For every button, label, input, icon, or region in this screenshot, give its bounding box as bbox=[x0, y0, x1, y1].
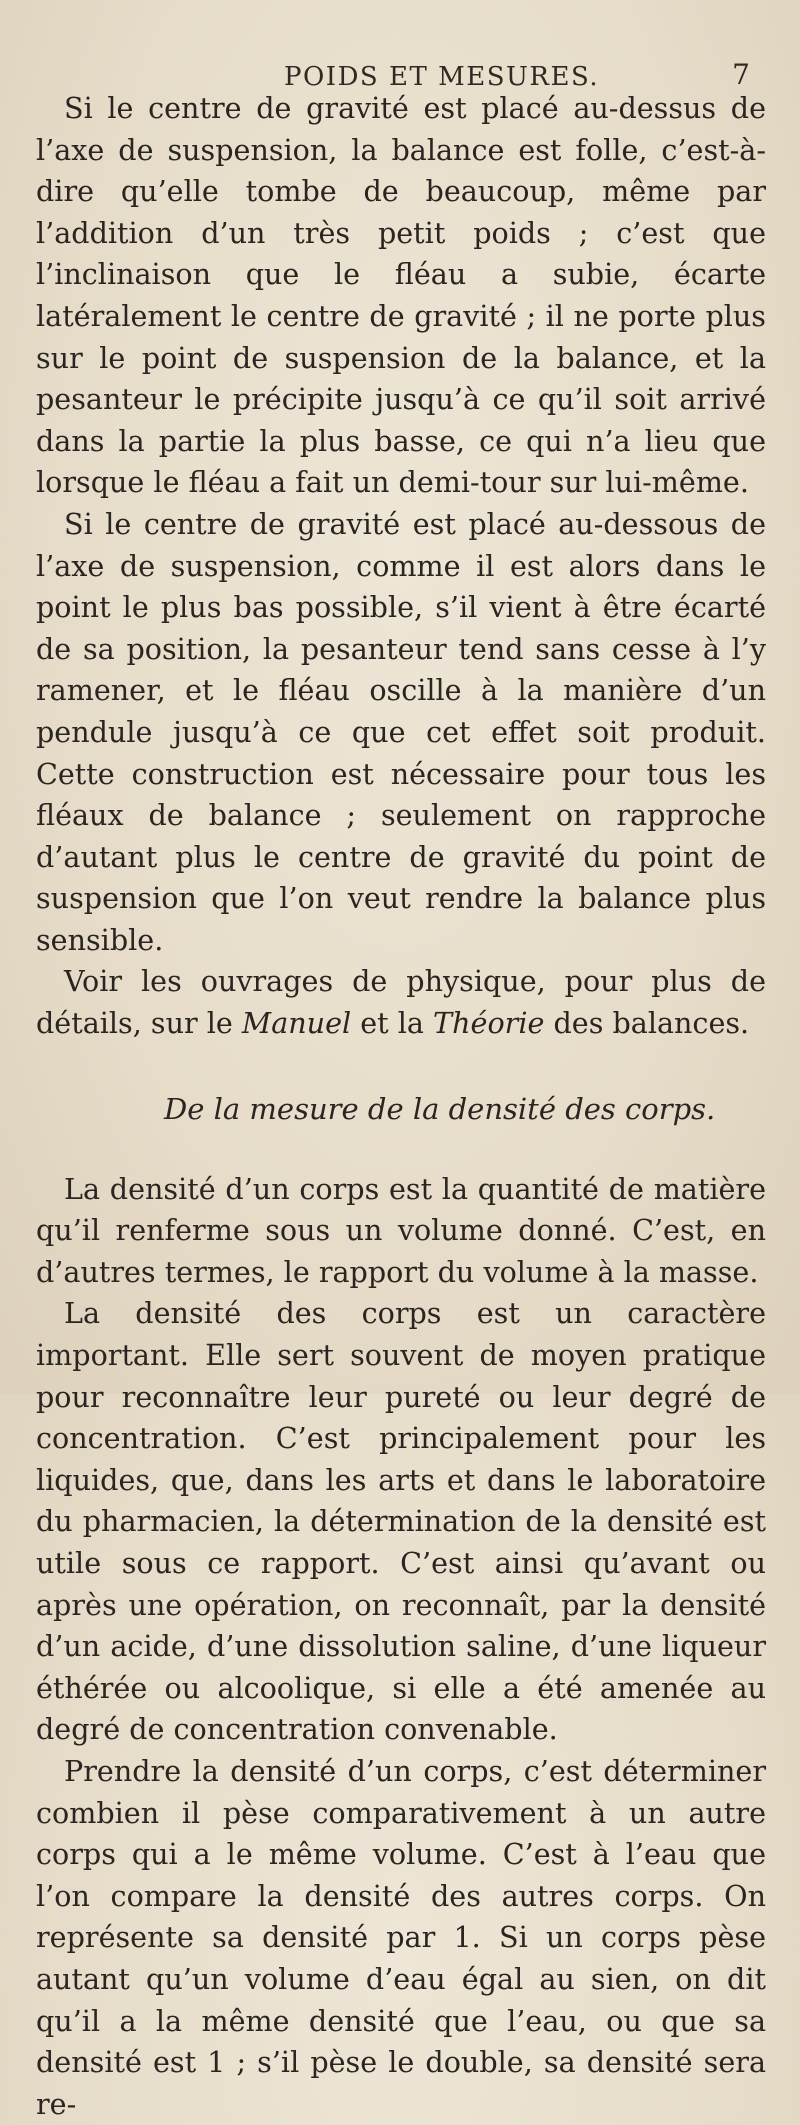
reference-text-middle: et la bbox=[351, 1006, 434, 1041]
paragraph-centre-dessous: Si le centre de gravité est placé au-dessous de l’axe de suspension, comme il est alors dans le point le plus bas possible, s’il vient à être écarté de sa position, la pesanteur tend sans cesse à l’y ramener, et le fléau oscille à la manière d’un pendule jusqu’à ce que cet effet soit produit. Cette construction est nécessaire pour tous les fléaux de balance ; seulement on rapproche d’autant plus le centre de gravité du point de suspension que l’on veut rendre la balance plus sensible. bbox=[36, 506, 766, 957]
running-head bbox=[36, 48, 766, 92]
paragraph-importance-densite: La densité des corps est un caractère important. Elle sert souvent de moyen pratique pour reconnaître leur pureté ou leur degré de concentration. C’est principalement pour les liquides, que, dans les arts et dans le laboratoire du pharmacien, la détermination de la densité est utile sous ce rapport. C’est ainsi qu’avant ou après une opération, on reconnaît, par la densité d’un acide, d’une dissolution saline, d’une liqueur éthérée ou alcoolique, si elle a été amenée au degré de concentration convenable. bbox=[36, 1296, 766, 1747]
page-number: 7 bbox=[732, 58, 750, 91]
running-title: POIDS ET MESURES. bbox=[284, 62, 600, 92]
section-heading: De la mesure de la densité des corps. bbox=[164, 1091, 716, 1126]
reference-text-start: Voir les ouvrages de physique, pour plus de détails, sur le bbox=[36, 964, 766, 1041]
reference-text-end: des balances. bbox=[544, 1006, 750, 1041]
reference-title-manuel: Manuel bbox=[241, 1006, 352, 1041]
paragraph-prendre-densite: Prendre la densité d’un corps, c’est déterminer combien il pèse comparativement à un autre corps qui a le même volume. C’est à l’eau que l’on compare la densité des autres corps. On représente sa densité par 1. Si un corps pèse autant qu’un volume d’eau égal au sien, on dit qu’il a la même densité que l’eau, ou que sa densité est 1 ; s’il pèse le double, sa densité sera re- bbox=[36, 1753, 766, 2121]
body-text bbox=[36, 88, 766, 2125]
paragraph-reference bbox=[36, 961, 766, 1044]
paragraph-definition-densite: La densité d’un corps est la quantité de matière qu’il renferme sous un volume donné. C’est, en d’autres termes, le rapport du volume à la masse. bbox=[36, 1171, 766, 1289]
paragraph-balance-folle: Si le centre de gravité est placé au-dessus de l’axe de suspension, la balance est folle, c’est-à-dire qu’elle tombe de beaucoup, même par l’addition d’un très petit poids ; c’est que l’inclinaison que le fléau a subie, écarte latéralement le centre de gravité ; il ne porte plus sur le point de suspension de la balance, et la pesanteur le précipite jusqu’à ce qu’il soit arrivé dans la partie la plus basse, ce qui n’a lieu que lorsque le fléau a fait un demi-tour sur lui-même. bbox=[36, 91, 766, 500]
reference-title-theorie: Théorie bbox=[433, 1006, 545, 1041]
